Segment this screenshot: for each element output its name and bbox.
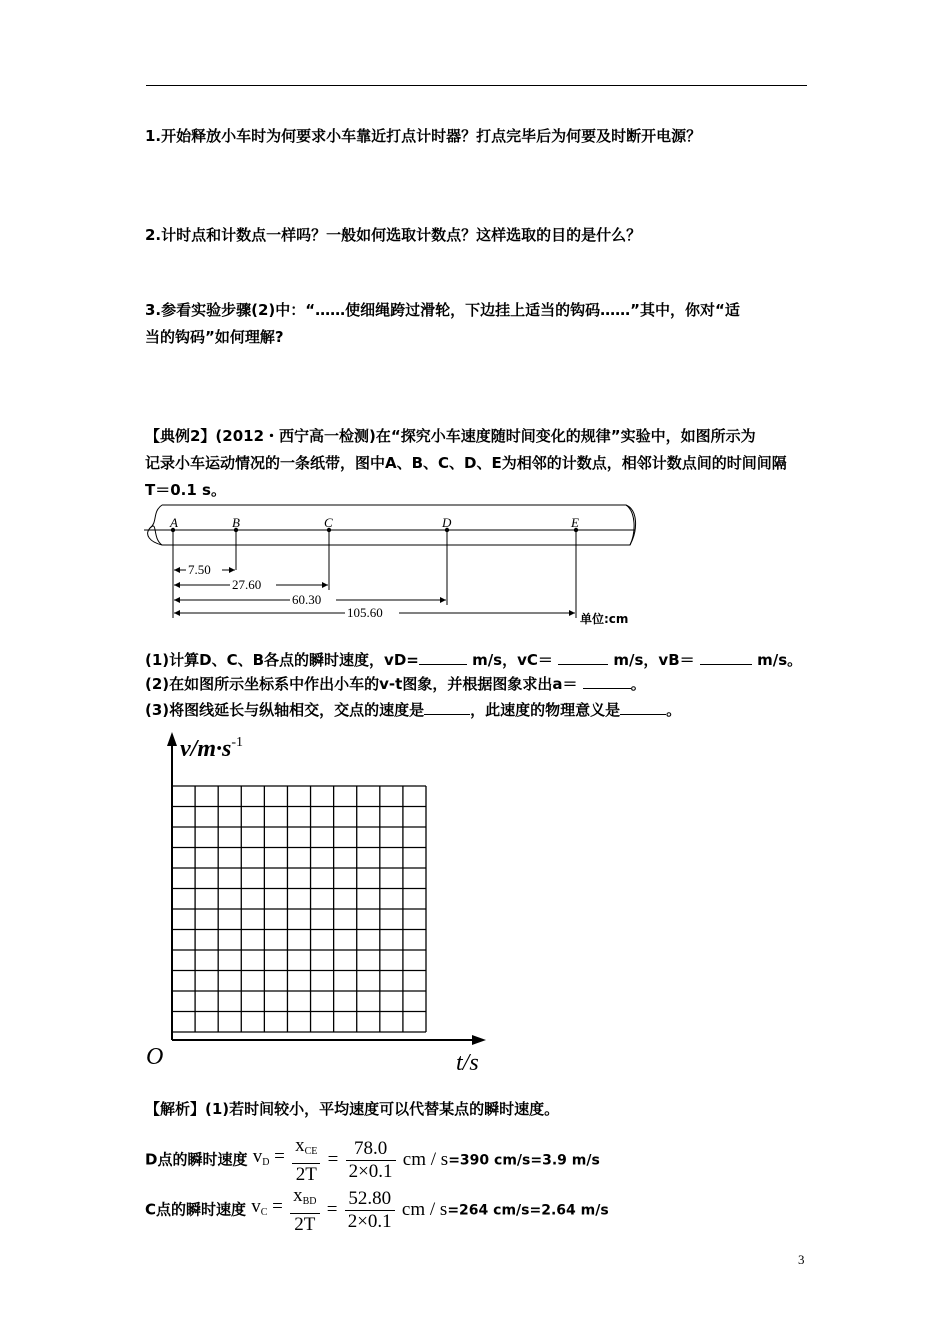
point-a-label: A <box>170 515 178 530</box>
graph-grid <box>172 786 426 1032</box>
meaning-answer-blank[interactable] <box>620 700 666 715</box>
page-number: 3 <box>798 1252 805 1267</box>
example-line-2: 记录小车运动情况的一条纸带，图中A、B、C、D、E为相邻的计数点，相邻计数点间的时间间隔 <box>145 454 787 472</box>
unit-label: 单位:cm <box>580 612 629 626</box>
task-3: (3)将图线延长与纵轴相交，交点的速度是 ，此速度的物理意义是 。 <box>145 701 682 719</box>
solution-head: 【解析】(1)若时间较小，平均速度可以代替某点的瞬时速度。 <box>145 1100 560 1118</box>
header-rule <box>146 85 807 86</box>
x-axis-arrow <box>472 1035 486 1045</box>
point-e-label: E <box>571 515 579 530</box>
acceleration-answer-blank[interactable] <box>583 674 631 689</box>
x-axis-label: t/s <box>456 1050 479 1076</box>
point-d-label: D <box>442 515 452 530</box>
vt-graph <box>140 728 500 1078</box>
distance-ab-label: 7.50 <box>188 562 211 577</box>
example-line-3: T＝0.1 s。 <box>145 481 226 499</box>
point-b-label: B <box>232 515 240 530</box>
origin-label: O <box>146 1044 164 1070</box>
paper-tape-figure <box>140 500 660 635</box>
task-2: (2)在如图所示坐标系中作出小车的v-t图象，并根据图象求出a＝ 。 <box>145 675 646 693</box>
vd-answer-blank[interactable] <box>419 650 467 665</box>
vc-answer-blank[interactable] <box>558 650 608 665</box>
solution-c-velocity: C点的瞬时速度 $v_C$ = $\frac{x_{BD}}{2T}$ = $\frac{52.80}{2\times 0.1}$ cm / s=264 cm/s=2.64 m/s <box>145 1184 609 1235</box>
point-c-label: C <box>324 515 333 530</box>
distance-ad-label: 60.30 <box>292 592 322 607</box>
intercept-answer-blank[interactable] <box>424 700 470 715</box>
question-3-line-1: 3.参看实验步骤(2)中：“……使细绳跨过滑轮，下边挂上适当的钩码……”其中，你对“适 <box>145 301 740 319</box>
question-1: 1.开始释放小车时为何要求小车靠近打点计时器？打点完毕后为何要及时断开电源？ <box>145 127 702 145</box>
tape-outline <box>148 505 636 545</box>
example-line-1: 【典例2】(2012・西宁高一检测)在“探究小车速度随时间变化的规律”实验中，如图所示为 <box>145 427 756 445</box>
task-1: (1)计算D、C、B各点的瞬时速度，vD= m/s，vC＝ m/s，vB＝ m/s。 <box>145 651 803 669</box>
question-3-line-2: 当的钩码”如何理解? <box>145 328 284 346</box>
distance-ae-label: 105.60 <box>347 605 383 620</box>
y-axis-label: $v/m\cdot s^{-1}$ <box>180 735 243 762</box>
tape-left-curl <box>150 505 162 528</box>
solution-d-velocity: D点的瞬时速度 $v_D$ = $\frac{x_{CE}}{2T}$ = $\frac{78.0}{2\times 0.1}$ cm / s=390 cm/s=3.9 m/s <box>145 1134 600 1185</box>
vb-answer-blank[interactable] <box>700 650 752 665</box>
y-axis-arrow <box>167 732 177 746</box>
question-2: 2.计时点和计数点一样吗？一般如何选取计数点？这样选取的目的是什么？ <box>145 226 642 244</box>
distance-ac-label: 27.60 <box>232 577 262 592</box>
